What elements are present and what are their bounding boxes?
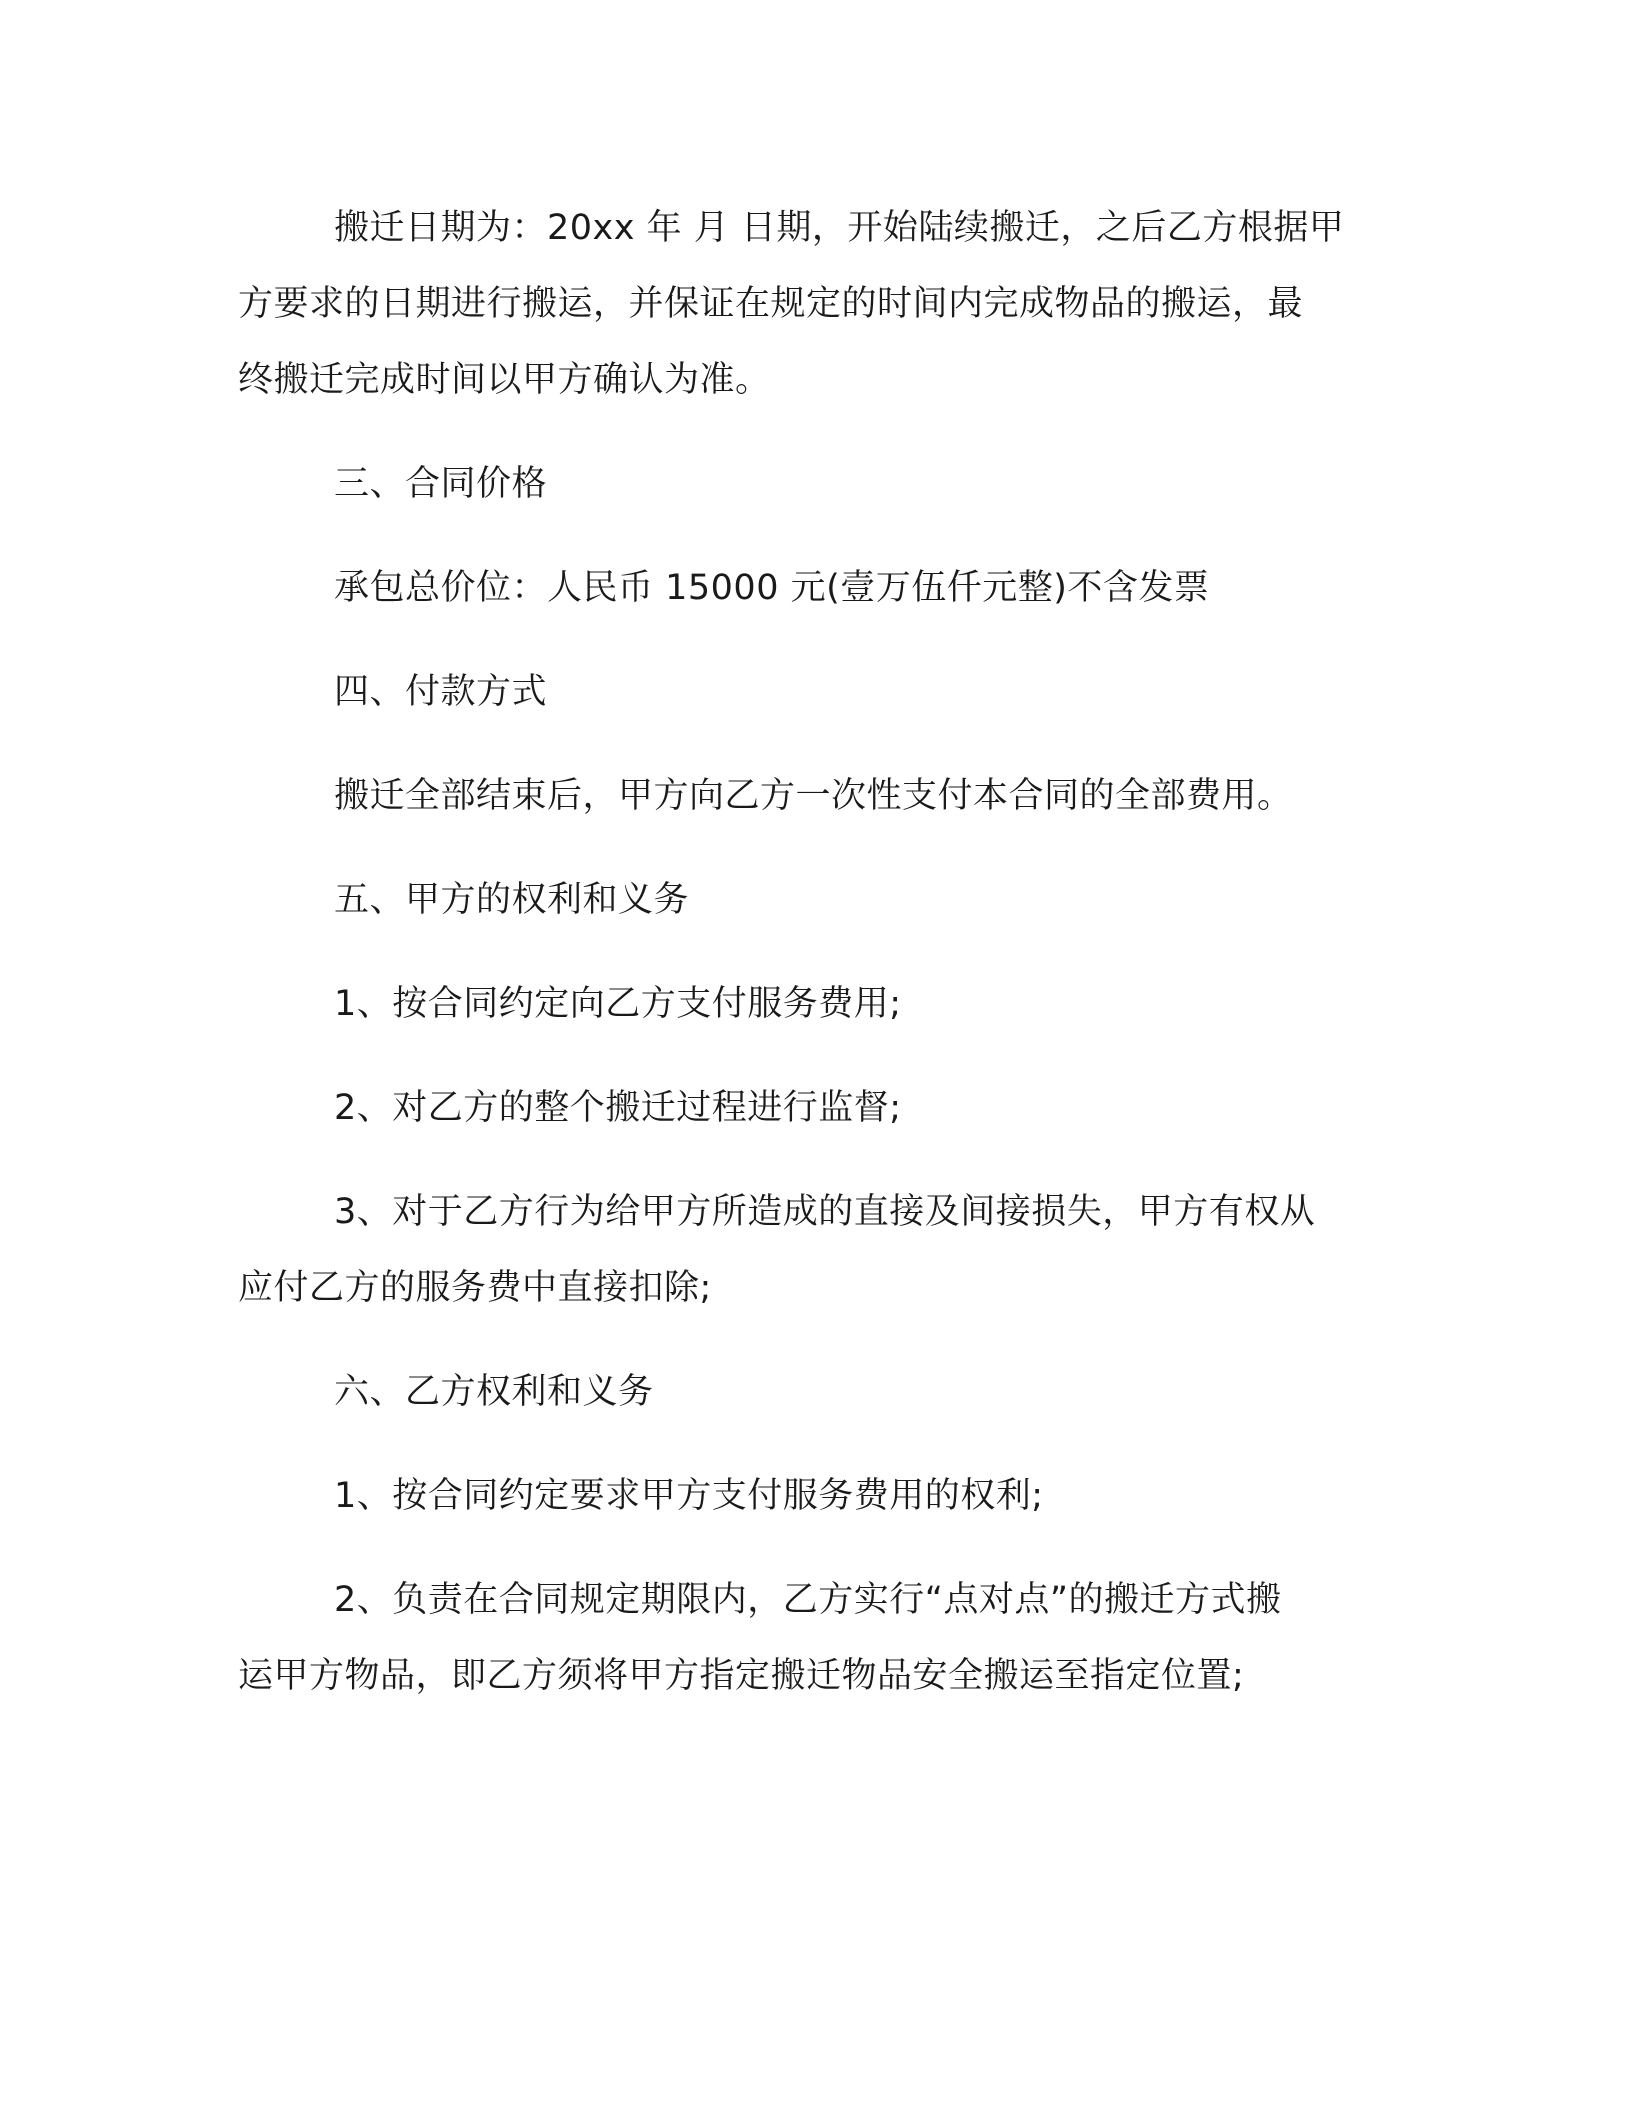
list-item-party-b-2 xyxy=(238,1562,1368,1714)
text-line: 3、对于乙方行为给甲方所造成的直接及间接损失，甲方有权从 xyxy=(334,1192,1316,1232)
paragraph-relocation-date xyxy=(238,190,1368,418)
text-line: 五、甲方的权利和义务 xyxy=(334,880,690,920)
text-line: 应付乙方的服务费中直接扣除; xyxy=(238,1268,712,1308)
text-line: 1、按合同约定向乙方支付服务费用; xyxy=(334,984,902,1024)
document-body xyxy=(238,190,1368,1714)
text-line: 1、按合同约定要求甲方支付服务费用的权利; xyxy=(334,1476,1044,1516)
list-item-party-a-1 xyxy=(238,966,1368,1042)
text-line: 承包总价位：人民币 15000 元(壹万伍仟元整)不含发票 xyxy=(334,568,1210,608)
text-line: 运甲方物品，即乙方须将甲方指定搬迁物品安全搬运至指定位置; xyxy=(238,1656,1245,1696)
paragraph-total-price xyxy=(238,550,1368,626)
text-line: 方要求的日期进行搬运，并保证在规定的时间内完成物品的搬运，最 xyxy=(238,284,1304,324)
section-heading-party-b-rights xyxy=(238,1354,1368,1430)
text-line: 终搬迁完成时间以甲方确认为准。 xyxy=(238,360,771,400)
section-heading-contract-price xyxy=(238,446,1368,522)
text-line: 搬迁日期为：20xx 年 月 日期，开始陆续搬迁，之后乙方根据甲 xyxy=(334,208,1345,248)
list-item-party-a-2 xyxy=(238,1070,1368,1146)
text-line: 三、合同价格 xyxy=(334,464,548,504)
list-item-party-b-1 xyxy=(238,1458,1368,1534)
paragraph-payment-terms xyxy=(238,758,1368,834)
section-heading-party-a-rights xyxy=(238,862,1368,938)
text-line: 六、乙方权利和义务 xyxy=(334,1372,654,1412)
text-line: 2、对乙方的整个搬迁过程进行监督; xyxy=(334,1088,902,1128)
text-line: 搬迁全部结束后，甲方向乙方一次性支付本合同的全部费用。 xyxy=(334,776,1293,816)
section-heading-payment-method xyxy=(238,654,1368,730)
text-line: 2、负责在合同规定期限内，乙方实行“点对点”的搬迁方式搬 xyxy=(334,1580,1282,1620)
text-line: 四、付款方式 xyxy=(334,672,548,712)
list-item-party-a-3 xyxy=(238,1174,1368,1326)
